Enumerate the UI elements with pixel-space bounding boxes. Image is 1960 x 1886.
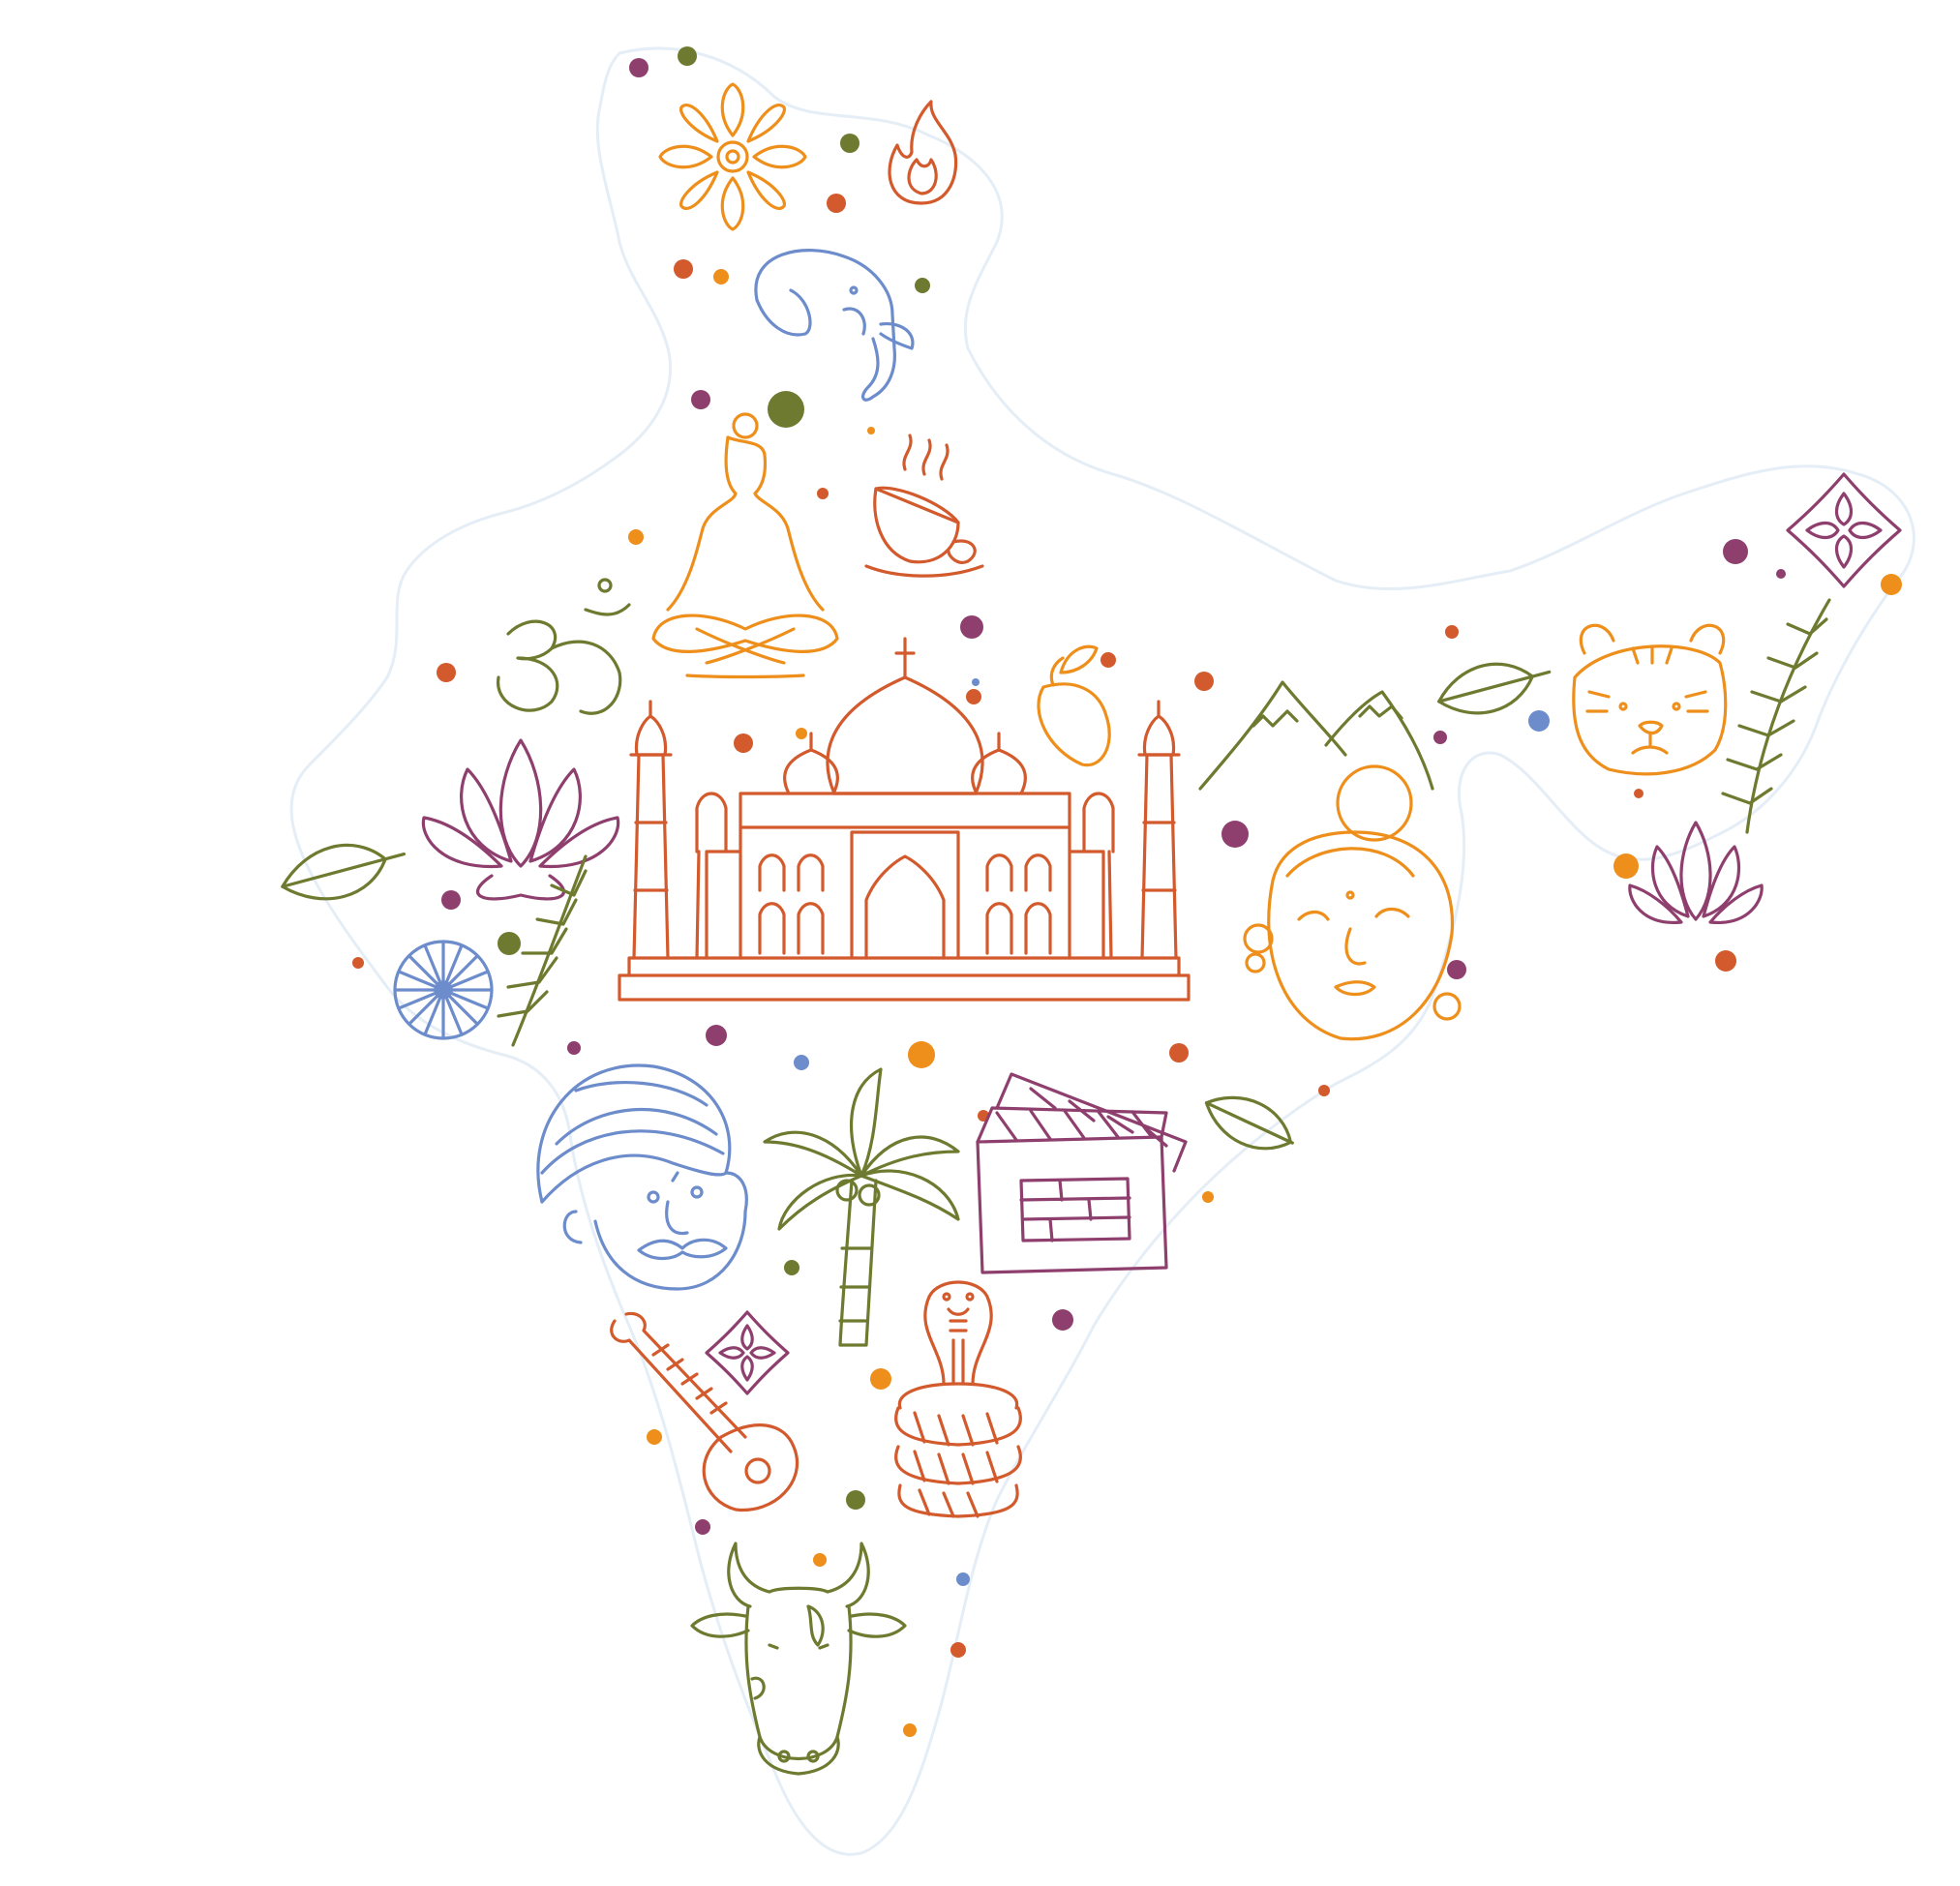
ashoka-chakra-icon <box>395 942 492 1038</box>
